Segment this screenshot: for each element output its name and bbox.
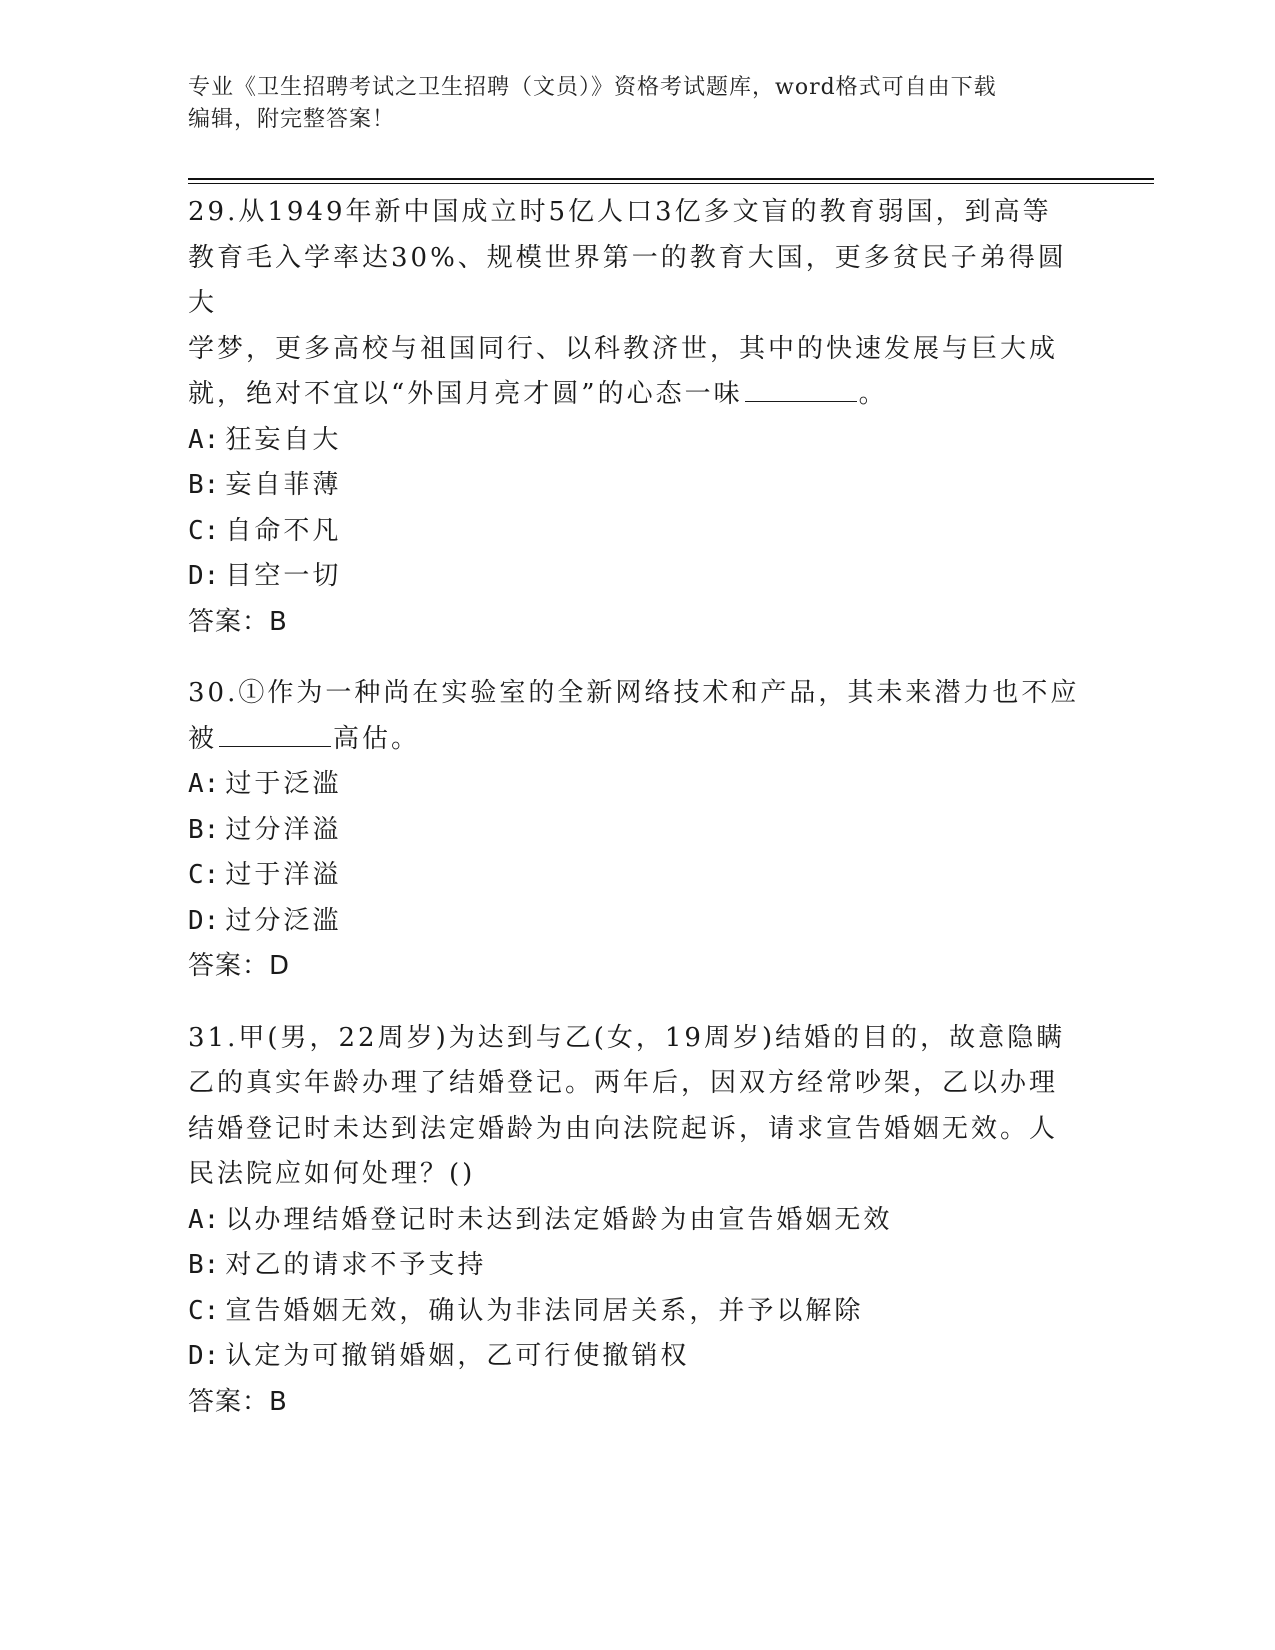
fill-blank <box>219 720 331 747</box>
option-letter: C: <box>188 1295 220 1326</box>
option-a <box>188 418 1088 464</box>
fill-blank <box>745 375 857 402</box>
question-stem-line-with-blank <box>188 372 1088 418</box>
header-line-1: 专业《卫生招聘考试之卫生招聘（文员）》资格考试题库，word格式可自由下载 <box>188 75 997 100</box>
option-b <box>188 1243 1088 1289</box>
option-letter: D: <box>188 561 220 591</box>
option-letter: B: <box>188 814 220 845</box>
answer-line: 答案：B <box>188 606 288 637</box>
question-stem-line: 学梦，更多高校与祖国同行、以科教济世，其中的快速发展与巨大成 <box>188 333 1059 364</box>
question-stem-line: 30.①作为一种尚在实验室的全新网络技术和产品，其未来潜力也不应 <box>188 678 1080 708</box>
option-c <box>188 509 1088 555</box>
question-31 <box>188 1016 1088 1426</box>
option-letter: A: <box>188 769 220 799</box>
question-list <box>188 190 1088 1451</box>
question-stem-line-with-blank <box>188 717 1088 763</box>
option-c <box>188 1289 1088 1335</box>
stem-text: 就，绝对不宜以“外国月亮才圆”的心态一味 <box>188 379 743 409</box>
option-letter: A: <box>188 1204 220 1235</box>
option-text: 自命不凡 <box>225 515 342 546</box>
option-d <box>188 554 1088 600</box>
option-text: 过分泛滥 <box>225 905 342 936</box>
option-letter: C: <box>188 515 220 546</box>
option-text: 过于洋溢 <box>225 860 342 890</box>
option-letter: B: <box>188 1250 220 1280</box>
question-stem-line: 教育毛入学率达30%、规模世界第一的教育大国，更多贫民子弟得圆大 <box>188 242 1067 318</box>
option-text: 过于泛滥 <box>225 769 342 799</box>
stem-tail: 。 <box>858 379 888 409</box>
option-c <box>188 853 1088 899</box>
question-stem-line: 结婚登记时未达到法定婚龄为由向法院起诉，请求宣告婚姻无效。人 <box>188 1113 1059 1144</box>
option-b <box>188 808 1088 854</box>
question-stem-line: 民法院应如何处理？() <box>188 1159 476 1189</box>
option-letter: D: <box>188 1341 220 1371</box>
option-text: 妄自菲薄 <box>225 470 342 500</box>
stem-text: 被 <box>188 723 218 754</box>
option-text: 狂妄自大 <box>225 424 342 455</box>
stem-tail: 高估。 <box>333 723 421 754</box>
document-header <box>188 72 1088 136</box>
option-text: 宣告婚姻无效，确认为非法同居关系，并予以解除 <box>225 1295 864 1326</box>
option-letter: A: <box>188 424 220 455</box>
option-a <box>188 762 1088 808</box>
option-b <box>188 463 1088 509</box>
option-text: 目空一切 <box>225 561 342 591</box>
option-d <box>188 899 1088 945</box>
option-letter: C: <box>188 860 220 890</box>
question-stem-line: 乙的真实年龄办理了结婚登记。两年后，因双方经常吵架，乙以办理 <box>188 1068 1059 1098</box>
header-rule-thin <box>188 183 1154 184</box>
answer-line: 答案：D <box>188 951 291 981</box>
question-29 <box>188 190 1088 645</box>
option-text: 以办理结婚登记时未达到法定婚龄为由宣告婚姻无效 <box>225 1204 893 1235</box>
header-line-2: 编辑，附完整答案！ <box>188 107 396 132</box>
option-text: 过分洋溢 <box>225 814 342 845</box>
question-stem-line: 29.从1949年新中国成立时5亿人口3亿多文盲的教育弱国，到高等 <box>188 197 1052 227</box>
option-text: 对乙的请求不予支持 <box>225 1250 487 1280</box>
option-a <box>188 1198 1088 1244</box>
header-rule-thick <box>188 178 1154 180</box>
option-letter: B: <box>188 470 220 500</box>
option-d <box>188 1334 1088 1380</box>
question-stem-line: 31.甲(男，22周岁)为达到与乙(女，19周岁)结婚的目的，故意隐瞒 <box>188 1022 1066 1053</box>
option-letter: D: <box>188 905 220 936</box>
question-30 <box>188 671 1088 990</box>
option-text: 认定为可撤销婚姻，乙可行使撤销权 <box>225 1341 690 1371</box>
answer-line: 答案：B <box>188 1386 288 1417</box>
